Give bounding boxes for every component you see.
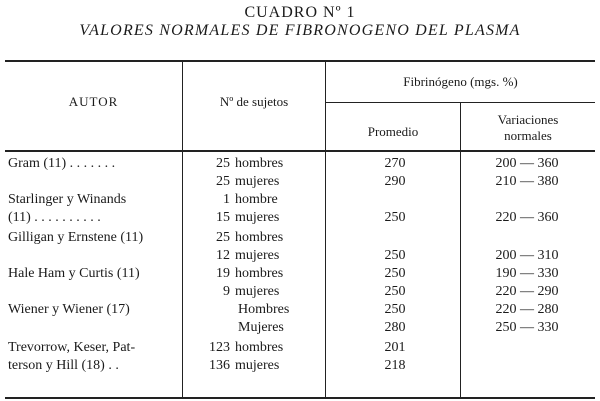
col-divider-1 bbox=[182, 62, 183, 397]
header-autor: AUTOR bbox=[68, 94, 119, 109]
row-subjects-count: 12 bbox=[216, 248, 230, 263]
row-subjects-group: hombres bbox=[235, 266, 284, 281]
row-subjects-count: 15 bbox=[216, 210, 230, 225]
author-gram: Gram (11) . . . . . . . bbox=[8, 156, 116, 171]
col-divider-2 bbox=[325, 62, 326, 397]
row-subjects-group: Hombres bbox=[238, 302, 290, 317]
row-promedio: 250 bbox=[384, 284, 406, 299]
row-promedio: 270 bbox=[384, 156, 406, 171]
table-title: CUADRO Nº 1 bbox=[244, 4, 356, 21]
row-subjects-group: hombre bbox=[235, 192, 278, 207]
row-subjects-count: 123 bbox=[209, 340, 230, 355]
header-bottom-rule bbox=[5, 150, 595, 152]
row-variaciones: 190 — 330 bbox=[495, 266, 559, 281]
row-variaciones: 250 — 330 bbox=[495, 320, 559, 335]
row-variaciones: 220 — 360 bbox=[495, 210, 559, 225]
author-starlinger: Starlinger y Winands bbox=[8, 192, 127, 207]
row-promedio: 250 bbox=[384, 210, 406, 225]
row-variaciones: 220 — 290 bbox=[495, 284, 559, 299]
row-promedio: 280 bbox=[384, 320, 406, 335]
row-promedio: 250 bbox=[384, 302, 406, 317]
row-variaciones: 220 — 280 bbox=[495, 302, 559, 317]
header-fibrinogeno: Fibrinógeno (mgs. %) bbox=[403, 74, 518, 89]
author-gilligan: Gilligan y Ernstene (11) bbox=[8, 230, 144, 245]
row-subjects-group: mujeres bbox=[235, 248, 280, 263]
row-subjects-group: hombres bbox=[235, 156, 284, 171]
col-divider-3 bbox=[460, 103, 461, 397]
author-wiener: Wiener y Wiener (17) bbox=[8, 302, 130, 317]
row-subjects-group: mujeres bbox=[235, 210, 280, 225]
row-promedio: 250 bbox=[384, 248, 406, 263]
header-promedio: Promedio bbox=[367, 124, 419, 139]
row-subjects-group: mujeres bbox=[235, 358, 280, 373]
top-rule bbox=[5, 60, 595, 62]
bottom-rule bbox=[5, 397, 595, 399]
row-variaciones: 200 — 360 bbox=[495, 156, 559, 171]
table-subtitle: VALORES NORMALES DE FIBRONOGENO DEL PLASMA bbox=[79, 22, 521, 39]
row-subjects-group: mujeres bbox=[235, 174, 280, 189]
row-subjects-count: 25 bbox=[216, 174, 230, 189]
header-sujetos: Nº de sujetos bbox=[219, 94, 289, 109]
author-trevorrow: Trevorrow, Keser, Pat- bbox=[8, 340, 136, 355]
row-subjects-count: 136 bbox=[209, 358, 230, 373]
row-promedio: 250 bbox=[384, 266, 406, 281]
author-trevorrow-2: terson y Hill (18) . . bbox=[8, 358, 119, 373]
author-hale: Hale Ham y Curtis (11) bbox=[8, 266, 140, 281]
row-subjects-group: Mujeres bbox=[238, 320, 284, 335]
row-subjects-group: mujeres bbox=[235, 284, 280, 299]
row-subjects-count: 9 bbox=[223, 284, 230, 299]
row-subjects-group: hombres bbox=[235, 340, 284, 355]
row-promedio: 290 bbox=[384, 174, 406, 189]
author-starlinger-ref: (11) . . . . . . . . . . bbox=[8, 210, 101, 225]
header-normales: normales bbox=[504, 128, 552, 143]
row-variaciones: 200 — 310 bbox=[495, 248, 559, 263]
row-promedio: 201 bbox=[384, 340, 406, 355]
row-subjects-count: 25 bbox=[216, 230, 230, 245]
row-subjects-group: hombres bbox=[235, 230, 284, 245]
row-subjects-count: 1 bbox=[223, 192, 230, 207]
row-variaciones: 210 — 380 bbox=[495, 174, 559, 189]
row-subjects-count: 25 bbox=[216, 156, 230, 171]
row-promedio: 218 bbox=[384, 358, 406, 373]
header-variaciones: Variaciones bbox=[497, 112, 559, 127]
row-subjects-count: 19 bbox=[216, 266, 230, 281]
